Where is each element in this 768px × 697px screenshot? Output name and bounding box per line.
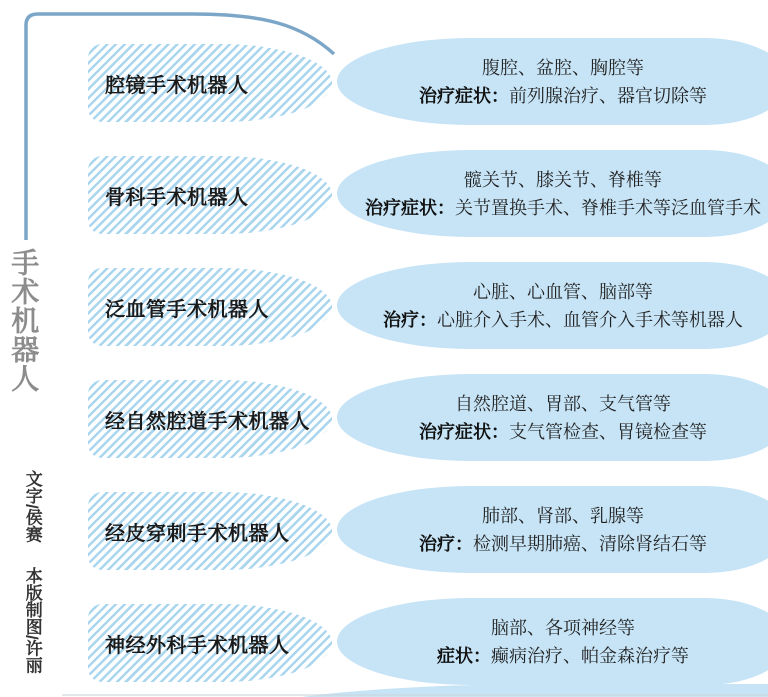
category-pill [88,492,332,570]
category-pill [88,380,332,458]
credit-illustrator: 本版制图/许丽 [22,567,42,675]
treatment-prefix: 治疗症状： [419,421,509,442]
category-label: 骨科手术机器人 [105,186,249,209]
treatment-text: 癫病治疗、帕金森治疗等 [491,645,689,666]
category-row [0,374,768,464]
category-pill [88,44,332,122]
treatment-text: 检测早期肺癌、清除肾结石等 [473,533,707,554]
treatment-line [419,82,707,110]
organs-text: 心脏、心血管、脑部等 [473,281,653,302]
credit-author: 文字/侯赛 [22,470,42,543]
category-pill [88,604,332,682]
treatment-prefix: 治疗症状： [365,197,455,218]
treatment-prefix: 治疗症状： [419,85,509,106]
treatment-prefix: 治疗： [383,309,437,330]
category-label: 经皮穿刺手术机器人 [105,522,290,545]
category-label: 腔镜手术机器人 [105,74,249,97]
detail-bubble [337,38,768,125]
category-label: 泛血管手术机器人 [105,298,269,321]
category-row [0,150,768,240]
treatment-text: 前列腺治疗、器官切除等 [509,85,707,106]
category-row [0,486,768,576]
treatment-prefix: 症状： [437,645,491,666]
category-label: 神经外科手术机器人 [105,634,290,657]
category-label: 经自然腔道手术机器人 [105,410,310,433]
detail-bubble [337,598,768,685]
treatment-text: 支气管检查、胃镜检查等 [509,421,707,442]
category-pill [88,156,332,234]
treatment-line [437,642,689,670]
category-row [0,262,768,352]
detail-bubble [337,486,768,573]
page-title-vertical: 手术机器人 [8,248,40,393]
treatment-line [419,530,707,558]
category-row [0,38,768,128]
detail-bubble [337,374,768,461]
detail-bubble [337,262,768,349]
organs-text: 髋关节、膝关节、脊椎等 [464,169,662,190]
organs-text: 脑部、各项神经等 [491,617,635,638]
organs-text: 自然腔道、胃部、支气管等 [455,393,671,414]
treatment-line [365,194,761,222]
treatment-line [419,418,707,446]
detail-bubble [337,150,768,237]
organs-text: 肺部、肾部、乳腺等 [482,505,644,526]
treatment-text: 关节置换手术、脊椎手术等泛血管手术 [455,197,761,218]
organs-text: 腹腔、盆腔、胸腔等 [482,57,644,78]
category-row [0,598,768,688]
treatment-text: 心脏介入手术、血管介入手术等机器人 [437,309,743,330]
category-pill [88,268,332,346]
treatment-prefix: 治疗： [419,533,473,554]
treatment-line [383,306,743,334]
bottom-divider [62,694,768,696]
